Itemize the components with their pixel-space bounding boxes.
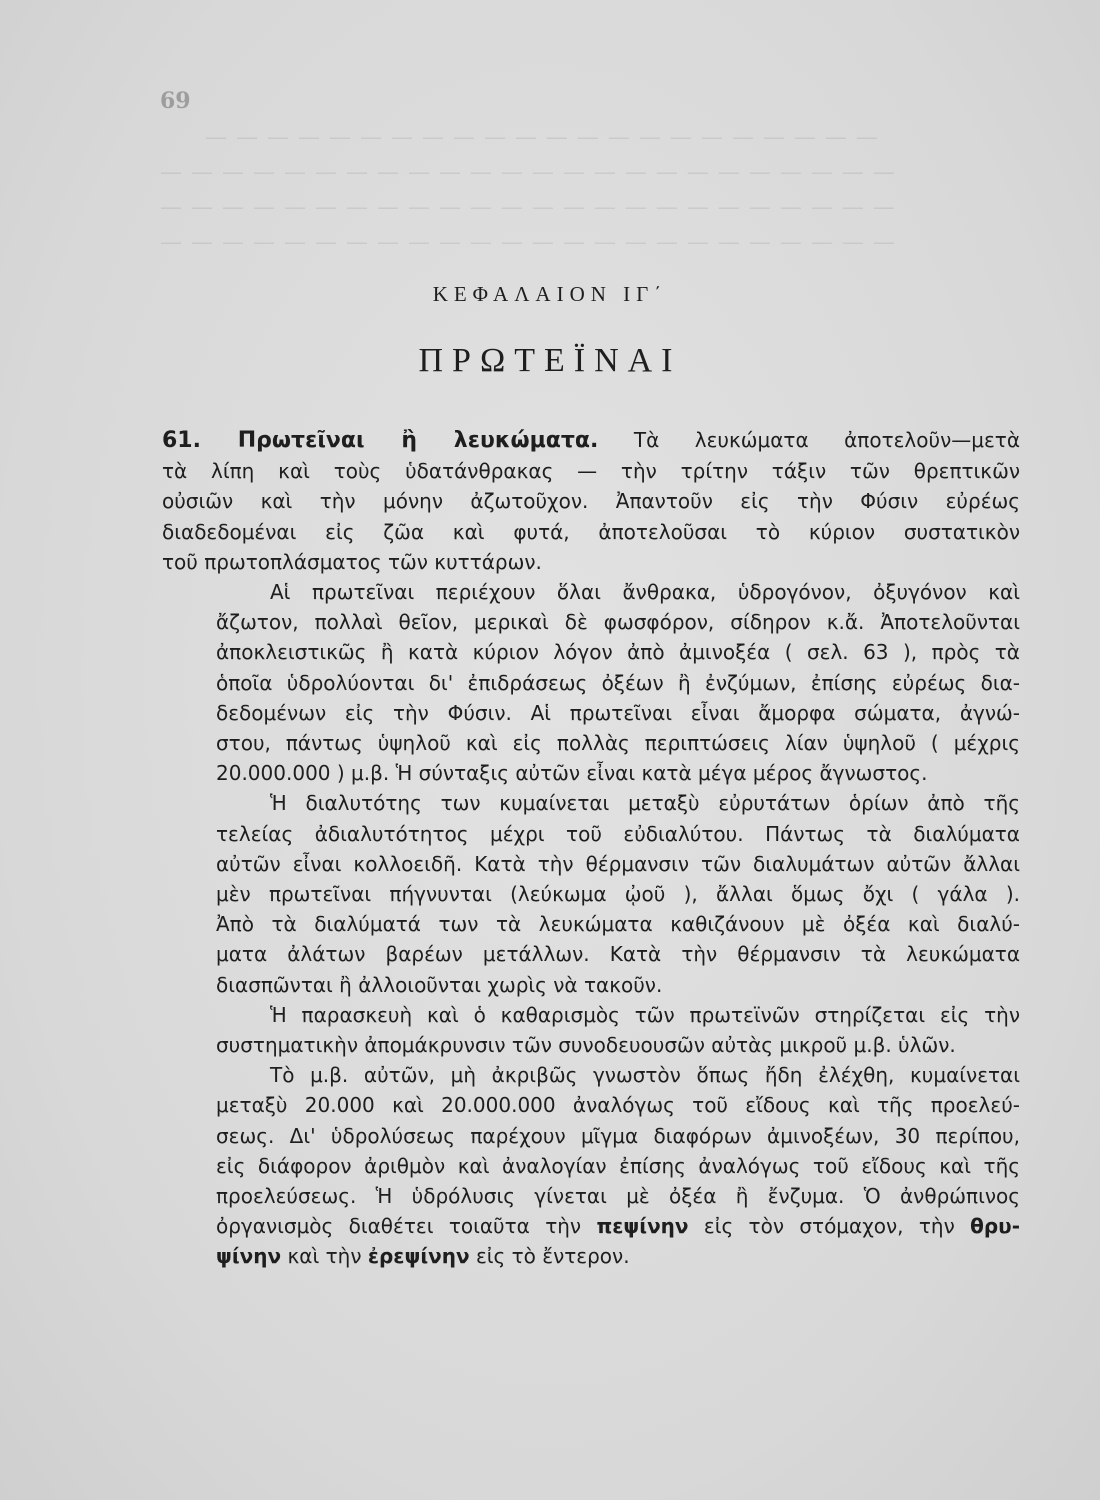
bleed-through-text: — — — — — — — — — — — — — — — — — — — — — —	[205, 125, 879, 150]
paragraph	[162, 788, 1020, 999]
text-line: ὁποῖα ὑδρολύονται δι' ἐπιδράσεως ὀξέων ἢ ἐνζύμων, ἐπίσης εὐρέως δια-	[216, 670, 1020, 695]
text-line: συστηματικὴν ἀπομάκρυνσιν τῶν συνοδευουσῶν αὐτὰς μικροῦ μ.β. ὑλῶν.	[216, 1033, 956, 1058]
text-line: στου, πάντως ὑψηλοῦ καὶ εἰς πολλὰς περιπτώσεις λίαν ὑψηλοῦ ( μέχρις	[216, 731, 1020, 756]
text-line: ψίνην καὶ τὴν ἐρεψίνην εἰς τὸ ἔντερον.	[216, 1244, 630, 1269]
text-line: Τὸ μ.β. αὐτῶν, μὴ ἀκριβῶς γνωστὸν ὅπως ἤδη ἐλέχθη, κυμαίνεται	[270, 1063, 1020, 1088]
text-line: προελεύσεως. Ἡ ὑδρόλυσις γίνεται μὲ ὀξέα ἢ ἔνζυμα. Ὁ ἀνθρώπινος	[216, 1184, 1020, 1209]
text-line: 61. Πρωτεῖναι ἢ λευκώματα. Τὰ λευκώματα ἀποτελοῦν—μετὰ	[162, 428, 1020, 453]
chapter-title: ΠΡΩΤΕΪΝΑΙ	[418, 342, 682, 379]
text-line: τοῦ πρωτοπλάσματος τῶν κυττάρων.	[162, 549, 542, 574]
body-text	[162, 425, 1020, 1272]
term-trypsin-part1: θρυ-	[970, 1214, 1020, 1239]
text-line: ἄζωτον, πολλαὶ θεῖον, μερικαὶ δὲ φωσφόρον, σίδηρον κ.ἄ. Ἀποτελοῦνται	[216, 610, 1020, 635]
text-line: τελείας ἀδιαλυτότητος μέχρι τοῦ εὐδιαλύτου. Πάντως τὰ διαλύματα	[216, 821, 1020, 846]
text-line: εἰς διάφορον ἀριθμὸν καὶ ἀναλογίαν ἐπίσης ἀναλόγως τοῦ εἴδους καὶ τῆς	[216, 1153, 1020, 1178]
text-line: δεδομένων εἰς τὴν Φύσιν. Αἱ πρωτεῖναι εἶναι ἄμορφα σώματα, ἀγνώ-	[216, 700, 1020, 725]
text-line: σεως. Δι' ὑδρολύσεως παρέχουν μῖγμα διαφόρων ἀμινοξέων, 30 περίπου,	[216, 1123, 1020, 1148]
bleed-through-text: — — — — — — — — — — — — — — — — — — — — — — — —	[160, 195, 896, 220]
bleed-through-text: — — — — — — — — — — — — — — — — — — — — — — — —	[160, 160, 896, 185]
text-line: ὀργανισμὸς διαθέτει τοιαῦτα τὴν πεψίνην εἰς τὸν στόμαχον, τὴν θρυ-	[216, 1214, 1020, 1239]
bleed-through-page-number: 69	[160, 88, 191, 114]
text-line: 20.000.000 ) μ.β. Ἡ σύνταξις αὐτῶν εἶναι κατὰ μέγα μέρος ἄγνωστος.	[216, 761, 928, 786]
section-paragraph	[162, 425, 1020, 577]
text-line: μεταξὺ 20.000 καὶ 20.000.000 ἀναλόγως τοῦ εἴδους καὶ τῆς προελεύ-	[216, 1093, 1020, 1118]
term-trypsin-part2: ψίνην	[216, 1244, 282, 1269]
text-line: ἀποκλειστικῶς ἢ κατὰ κύριον λόγον ἀπὸ ἀμινοξέα ( σελ. 63 ), πρὸς τὰ	[216, 640, 1020, 665]
paragraph	[162, 577, 1020, 788]
term-erepsin: ἐρεψίνην	[367, 1244, 470, 1269]
text-line: ματα ἀλάτων βαρέων μετάλλων. Κατὰ τὴν θέρμανσιν τὰ λευκώματα	[216, 942, 1020, 967]
text-line: αὐτῶν εἶναι κολλοειδῆ. Κατὰ τὴν θέρμανσιν τῶν διαλυμάτων αὐτῶν ἄλλαι	[216, 851, 1020, 876]
paragraph	[162, 1000, 1020, 1060]
term-pepsin: πεψίνην	[596, 1214, 689, 1239]
text-line: διασπῶνται ἢ ἀλλοιοῦνται χωρὶς νὰ τακοῦν.	[216, 972, 663, 997]
text-line: τὰ λίπη καὶ τοὺς ὑδατάνθρακας — τὴν τρίτην τάξιν τῶν θρεπτικῶν	[162, 459, 1020, 484]
paragraph	[162, 1060, 1020, 1271]
text-line: μὲν πρωτεῖναι πήγνυνται (λεύκωμα ᾠοῦ ), ἄλλαι ὅμως ὄχι ( γάλα ).	[216, 882, 1020, 907]
text-line: διαδεδομέναι εἰς ζῶα καὶ φυτά, ἀποτελοῦσαι τὸ κύριον συστατικὸν	[162, 519, 1020, 544]
bleed-through-text: — — — — — — — — — — — — — — — — — — — — — — — —	[160, 230, 896, 255]
section-heading: 61. Πρωτεῖναι ἢ λευκώματα.	[162, 428, 599, 453]
chapter-label: ΚΕΦΑΛΑΙΟΝ ΙΓ΄	[432, 282, 668, 306]
text-line: οὐσιῶν καὶ τὴν μόνην ἀζωτοῦχον. Ἀπαντοῦν εἰς τὴν Φύσιν εὐρέως	[162, 489, 1020, 514]
text-line: Ἡ διαλυτότης των κυμαίνεται μεταξὺ εὐρυτάτων ὁρίων ἀπὸ τῆς	[270, 791, 1020, 816]
text-line: Ἡ παρασκευὴ καὶ ὁ καθαρισμὸς τῶν πρωτεϊνῶν στηρίζεται εἰς τὴν	[270, 1002, 1020, 1027]
text-line: Αἱ πρωτεῖναι περιέχουν ὅλαι ἄνθρακα, ὑδρογόνον, ὀξυγόνον καὶ	[270, 580, 1020, 605]
text-line: Ἀπὸ τὰ διαλύματά των τὰ λευκώματα καθιζάνουν μὲ ὀξέα καὶ διαλύ-	[216, 912, 1020, 937]
